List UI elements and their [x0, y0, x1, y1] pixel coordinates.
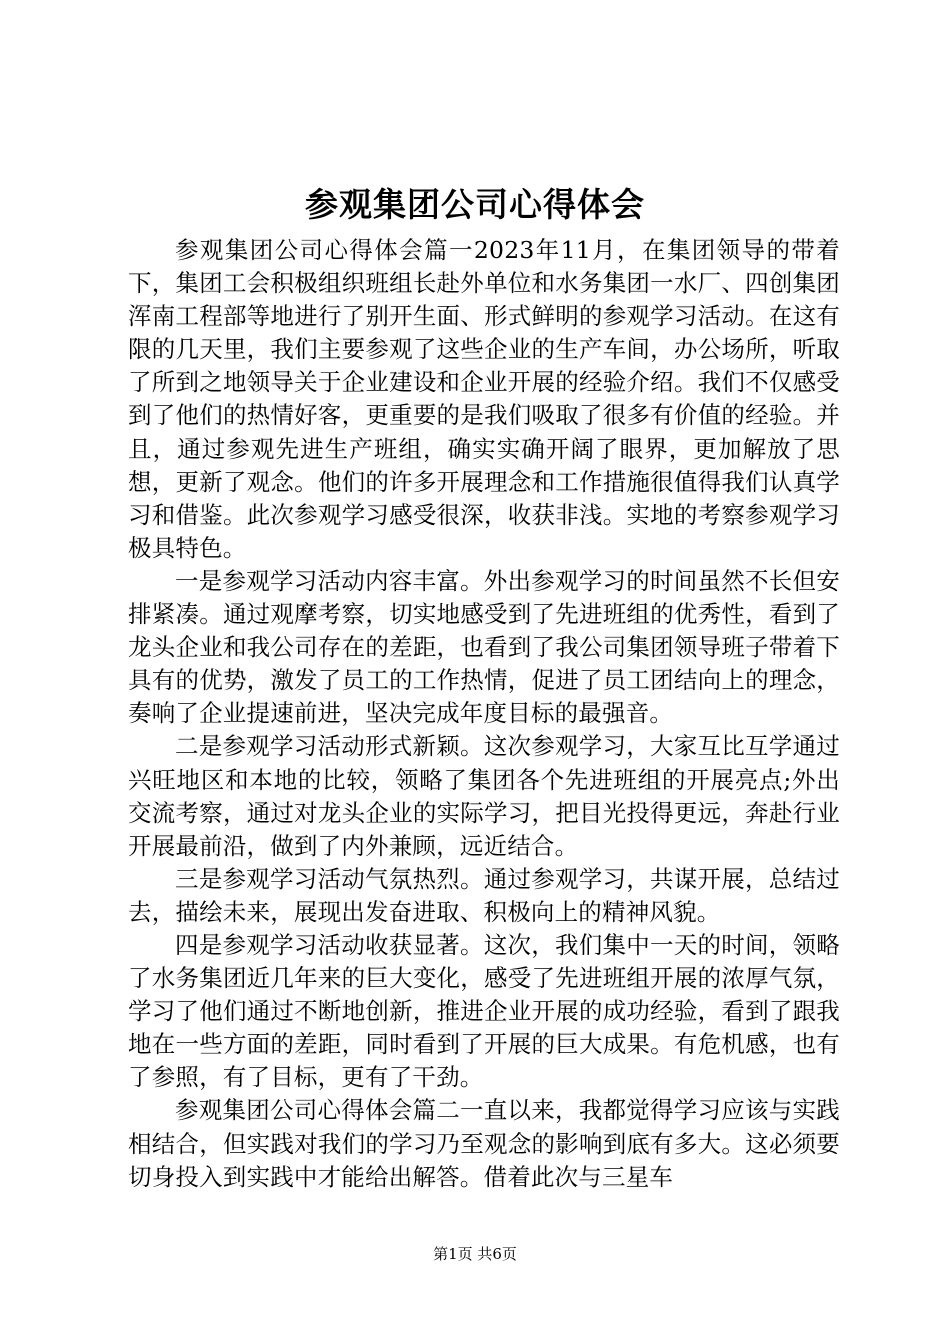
document-body	[128, 234, 840, 1194]
paragraph-5: 四是参观学习活动收获显著。这次，我们集中一天的时间，领略了水务集团近几年来的巨大变化，感受了先进班组开展的浓厚气氛，学习了他们通过不断地创新，推进企业开展的成功经验，看到了跟我地在一些方面的差距，同时看到了开展的巨大成果。有危机感，也有了参照，有了目标，更有了干劲。	[128, 930, 840, 1092]
paragraph-4: 三是参观学习活动气氛热烈。通过参观学习，共谋开展，总结过去，描绘未来，展现出发奋进取、积极向上的精神风貌。	[128, 864, 840, 926]
paragraph-6: 参观集团公司心得体会篇二一直以来，我都觉得学习应该与实践相结合，但实践对我们的学习乃至观念的影响到底有多大。这必须要切身投入到实践中才能给出解答。借着此次与三星车	[128, 1096, 840, 1191]
paragraph-1: 参观集团公司心得体会篇一2023年11月，在集团领导的带着下，集团工会积极组织班组长赴外单位和水务集团一水厂、四创集团浑南工程部等地进行了别开生面、形式鲜明的参观学习活动。在这有限的几天里，我们主要参观了这些企业的生产车间，办公场所，听取了所到之地领导关于企业建设和企业开展的经验介绍。我们不仅感受到了他们的热情好客，更重要的是我们吸取了很多有价值的经验。并且，通过参观先进生产班组，确实实确开阔了眼界，更加解放了思想，更新了观念。他们的许多开展理念和工作措施很值得我们认真学习和借鉴。此次参观学习感受很深，收获非浅。实地的考察参观学习极具特色。	[128, 236, 840, 562]
document-title: 参观集团公司心得体会	[305, 185, 645, 224]
page-number-footer: 第1页 共6页	[433, 1245, 517, 1263]
paragraph-2: 一是参观学习活动内容丰富。外出参观学习的时间虽然不长但安排紧凑。通过观摩考察，切实地感受到了先进班组的优秀性，看到了龙头企业和我公司存在的差距，也看到了我公司集团领导班子带着下具有的优势，激发了员工的工作热情，促进了员工团结向上的理念，奏响了企业提速前进，坚决完成年度目标的最强音。	[128, 566, 840, 728]
paragraph-3: 二是参观学习活动形式新颖。这次参观学习，大家互比互学通过兴旺地区和本地的比较，领略了集团各个先进班组的开展亮点;外出交流考察，通过对龙头企业的实际学习，把目光投得更远，奔赴行业开展最前沿，做到了内外兼顾，远近结合。	[128, 732, 840, 860]
